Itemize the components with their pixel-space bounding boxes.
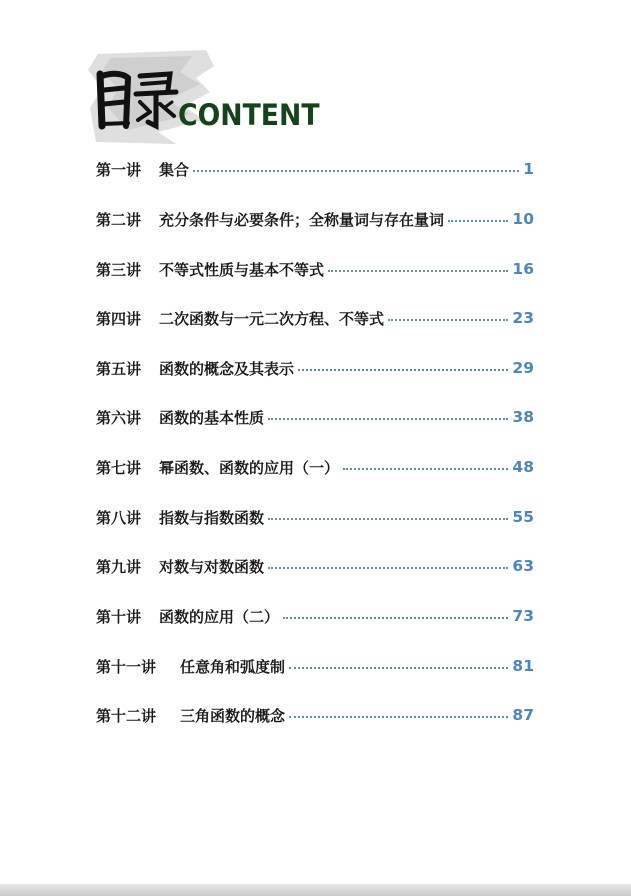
toc-row-8[interactable] xyxy=(96,505,534,529)
toc-row-3[interactable] xyxy=(96,257,534,281)
toc-row-12[interactable] xyxy=(96,703,534,727)
dot-leader xyxy=(298,369,508,371)
lecture-number: 第六讲 xyxy=(96,408,142,427)
page-number: 48 xyxy=(512,458,534,476)
page-number: 55 xyxy=(512,508,534,526)
lecture-topic: 三角函数的概念 xyxy=(180,706,286,725)
toc-row-7[interactable] xyxy=(96,455,534,479)
lecture-number: 第十二讲 xyxy=(96,706,157,725)
lecture-topic: 充分条件与必要条件；全称量词与存在量词 xyxy=(159,210,445,229)
page-number: 1 xyxy=(523,160,534,178)
dot-leader xyxy=(193,170,519,172)
page-number: 38 xyxy=(512,408,534,426)
page-number: 73 xyxy=(512,607,534,625)
dot-leader xyxy=(328,270,508,272)
toc-row-11[interactable] xyxy=(96,654,534,678)
dot-leader xyxy=(289,716,508,718)
toc-row-5[interactable] xyxy=(96,356,534,380)
lecture-number: 第一讲 xyxy=(96,160,142,179)
toc-header xyxy=(88,48,328,148)
dot-leader xyxy=(289,667,508,669)
page-number: 16 xyxy=(512,260,534,278)
dot-leader xyxy=(268,567,508,569)
dot-leader xyxy=(343,468,508,470)
page-number: 29 xyxy=(512,359,534,377)
lecture-topic: 幂函数、函数的应用（一） xyxy=(159,458,340,477)
toc-row-6[interactable] xyxy=(96,405,534,429)
lecture-topic: 对数与对数函数 xyxy=(159,557,265,576)
lecture-topic: 函数的基本性质 xyxy=(159,408,265,427)
lecture-number: 第二讲 xyxy=(96,210,142,229)
lecture-topic: 二次函数与一元二次方程、不等式 xyxy=(159,309,385,328)
lecture-number: 第十讲 xyxy=(96,607,142,626)
dot-leader xyxy=(388,319,508,321)
toc-row-1[interactable] xyxy=(96,157,534,181)
page-bottom-edge xyxy=(0,884,631,896)
dot-leader xyxy=(448,220,508,222)
lecture-number: 第三讲 xyxy=(96,260,142,279)
english-title: CONTENT xyxy=(178,98,320,132)
chinese-title-calligraphy xyxy=(94,68,180,132)
toc-row-9[interactable] xyxy=(96,554,534,578)
toc-row-2[interactable] xyxy=(96,207,534,231)
lecture-topic: 指数与指数函数 xyxy=(159,508,265,527)
lecture-number: 第七讲 xyxy=(96,458,142,477)
page-number: 81 xyxy=(512,657,534,675)
lecture-topic: 函数的应用（二） xyxy=(159,607,280,626)
lecture-topic: 任意角和弧度制 xyxy=(180,657,286,676)
lecture-number: 第四讲 xyxy=(96,309,142,328)
lecture-number: 第五讲 xyxy=(96,359,142,378)
dot-leader xyxy=(283,617,508,619)
lecture-topic: 函数的概念及其表示 xyxy=(159,359,295,378)
lecture-topic: 不等式性质与基本不等式 xyxy=(159,260,325,279)
page-number: 10 xyxy=(512,210,534,228)
lecture-topic: 集合 xyxy=(159,160,190,179)
page-number: 87 xyxy=(512,706,534,724)
dot-leader xyxy=(268,418,508,420)
toc-row-4[interactable] xyxy=(96,306,534,330)
lecture-number: 第九讲 xyxy=(96,557,142,576)
page-number: 23 xyxy=(512,309,534,327)
toc-row-10[interactable] xyxy=(96,604,534,628)
page-number: 63 xyxy=(512,557,534,575)
lecture-number: 第十一讲 xyxy=(96,657,157,676)
dot-leader xyxy=(268,518,508,520)
lecture-number: 第八讲 xyxy=(96,508,142,527)
